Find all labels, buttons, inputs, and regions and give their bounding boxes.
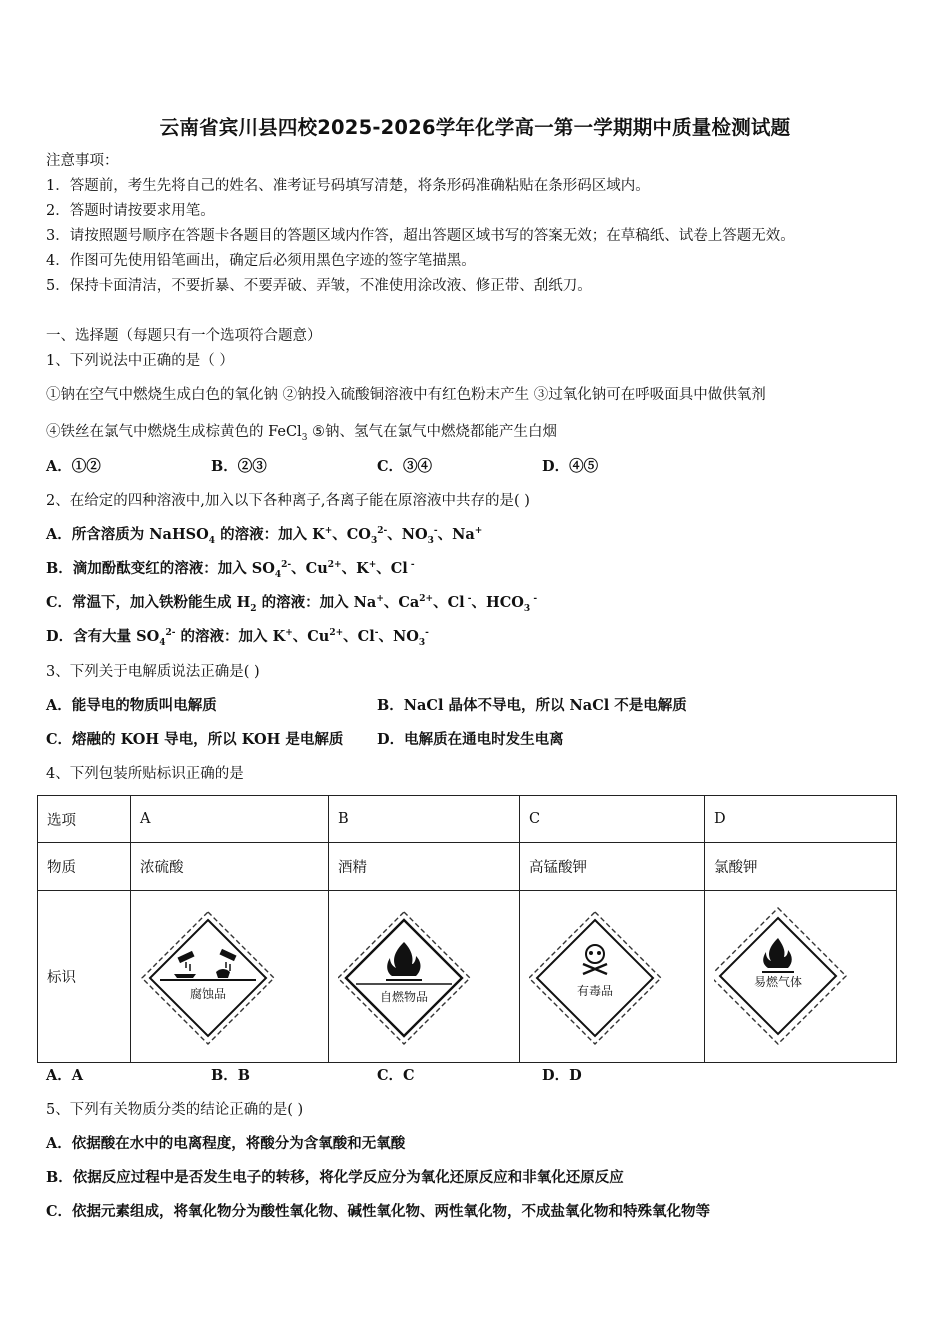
table-cell: A xyxy=(131,796,329,843)
question-1-option-c: C．③④ xyxy=(377,458,433,475)
table-cell xyxy=(131,891,329,1063)
row-label: 物质 xyxy=(38,843,131,891)
question-1-option-d: D．④⑤ xyxy=(542,458,599,475)
question-2-option-a: A．所含溶质为 NaHSO$_4$ 的溶液：加入 K+、$CO_3^{2-}$、$NO_3^-$、Na+ xyxy=(46,526,483,546)
question-4-option-b: B．B xyxy=(211,1067,251,1084)
flammable-hazard-label xyxy=(338,902,488,1052)
table-cell xyxy=(705,891,897,1063)
table-cell: 氯酸钾 xyxy=(705,843,897,891)
hazard-label-text: 自燃物品 xyxy=(379,989,429,1004)
question-2-stem: 2、在给定的四种溶液中,加入以下各种离子,各离子能在原溶液中共存的是( ) xyxy=(46,493,530,509)
question-1-statement: ④铁丝在氯气中燃烧生成棕黄色的 FeCl$_3$ ⑤钠、氢气在氯气中燃烧都能产生白烟 xyxy=(46,424,558,443)
question-5-option-c: C．依据元素组成，将氧化物分为酸性氧化物、碱性氧化物、两性氧化物，不成盐氧化物和特殊氧化物等 xyxy=(46,1203,711,1220)
question-5-option-a: A．依据酸在水中的电离程度，将酸分为含氧酸和无氧酸 xyxy=(46,1135,406,1152)
row-label: 选项 xyxy=(38,796,131,843)
row-label: 标识 xyxy=(38,891,131,1063)
notice-item: 1．答题前，考生先将自己的姓名、准考证号码填写清楚，将条形码准确粘贴在条形码区域内。 xyxy=(46,178,650,194)
hazard-label-text: 易燃气体 xyxy=(753,974,803,989)
flammable-gas-hazard-label xyxy=(714,902,864,1052)
question-4-option-a: A．A xyxy=(46,1067,84,1084)
section-heading: 一、选择题（每题只有一个选项符合题意） xyxy=(46,328,322,344)
table-row xyxy=(38,843,897,891)
question-1-statement: ①钠在空气中燃烧生成白色的氧化钠 ②钠投入硫酸铜溶液中有红色粉末产生 ③过氧化钠可在呼吸面具中做供氧剂 xyxy=(46,387,766,403)
table-cell xyxy=(520,891,705,1063)
question-2-option-d: D．含有大量 $SO_4^{2-}$ 的溶液：加入 K+、$Cu^{2+}$、Cl-、$NO_3^-$ xyxy=(46,628,429,648)
page-title: 云南省宾川县四校2025-2026学年化学高一第一学期期中质量检测试题 xyxy=(159,116,791,139)
notice-item: 4．作图可先使用铅笔画出，确定后必须用黑色字迹的签字笔描黑。 xyxy=(46,253,476,269)
table-row xyxy=(38,796,897,843)
question-3-stem: 3、下列关于电解质说法正确是( ) xyxy=(46,664,260,680)
toxic-hazard-label xyxy=(529,902,679,1052)
table-cell: B xyxy=(329,796,520,843)
table-cell: C xyxy=(520,796,705,843)
question-4-option-d: D．D xyxy=(542,1067,582,1084)
question-1-option-a: A．①② xyxy=(46,458,101,475)
hazard-label-table xyxy=(37,795,897,1063)
table-cell: 高锰酸钾 xyxy=(520,843,705,891)
question-5-stem: 5、下列有关物质分类的结论正确的是( ) xyxy=(46,1102,304,1118)
hazard-label-text: 有毒品 xyxy=(576,983,614,998)
question-3-option-a: A．能导电的物质叫电解质 xyxy=(46,697,217,714)
skull-icon xyxy=(583,945,607,974)
notice-item: 5．保持卡面清洁，不要折暴、不要弄破、弄皱，不准使用涂改液、修正带、刮纸刀。 xyxy=(46,278,592,294)
notice-item: 2．答题时请按要求用笔。 xyxy=(46,203,215,219)
table-cell: 酒精 xyxy=(329,843,520,891)
question-3-option-d: D．电解质在通电时发生电离 xyxy=(377,731,564,748)
table-row xyxy=(38,891,897,1063)
table-cell: 浓硫酸 xyxy=(131,843,329,891)
question-2-option-c: C．常温下，加入铁粉能生成 $H_2$ 的溶液：加入 Na+、$Ca^{2+}$、Cl -、$HCO_3$ - xyxy=(46,594,538,614)
notice-heading: 注意事项： xyxy=(46,153,119,169)
table-cell: D xyxy=(705,796,897,843)
question-3-option-c: C．熔融的 KOH 导电，所以 KOH 是电解质 xyxy=(46,731,344,748)
question-2-option-b: B．滴加酚酞变红的溶液：加入 $SO_4^{2-}$、$Cu^{2+}$、K+、Cl - xyxy=(46,560,415,580)
flame-icon xyxy=(386,942,422,980)
question-4-stem: 4、下列包装所贴标识正确的是 xyxy=(46,766,244,782)
question-4-option-c: C．C xyxy=(377,1067,415,1084)
question-1-stem: 1、下列说法中正确的是（ ） xyxy=(46,353,234,369)
table-cell xyxy=(329,891,520,1063)
hazard-label-text: 腐蚀品 xyxy=(189,986,227,1001)
corrosive-hazard-label xyxy=(140,902,290,1052)
question-1-option-b: B．②③ xyxy=(211,458,267,475)
flame-icon xyxy=(762,938,794,972)
question-3-option-b: B．NaCl 晶体不导电，所以 NaCl 不是电解质 xyxy=(377,697,687,714)
question-5-option-b: B．依据反应过程中是否发生电子的转移，将化学反应分为氧化还原反应和非氧化还原反应 xyxy=(46,1169,624,1186)
notice-item: 3．请按照题号顺序在答题卡各题目的答题区域内作答，超出答题区域书写的答案无效；在草稿纸、试卷上答题无效。 xyxy=(46,228,795,244)
